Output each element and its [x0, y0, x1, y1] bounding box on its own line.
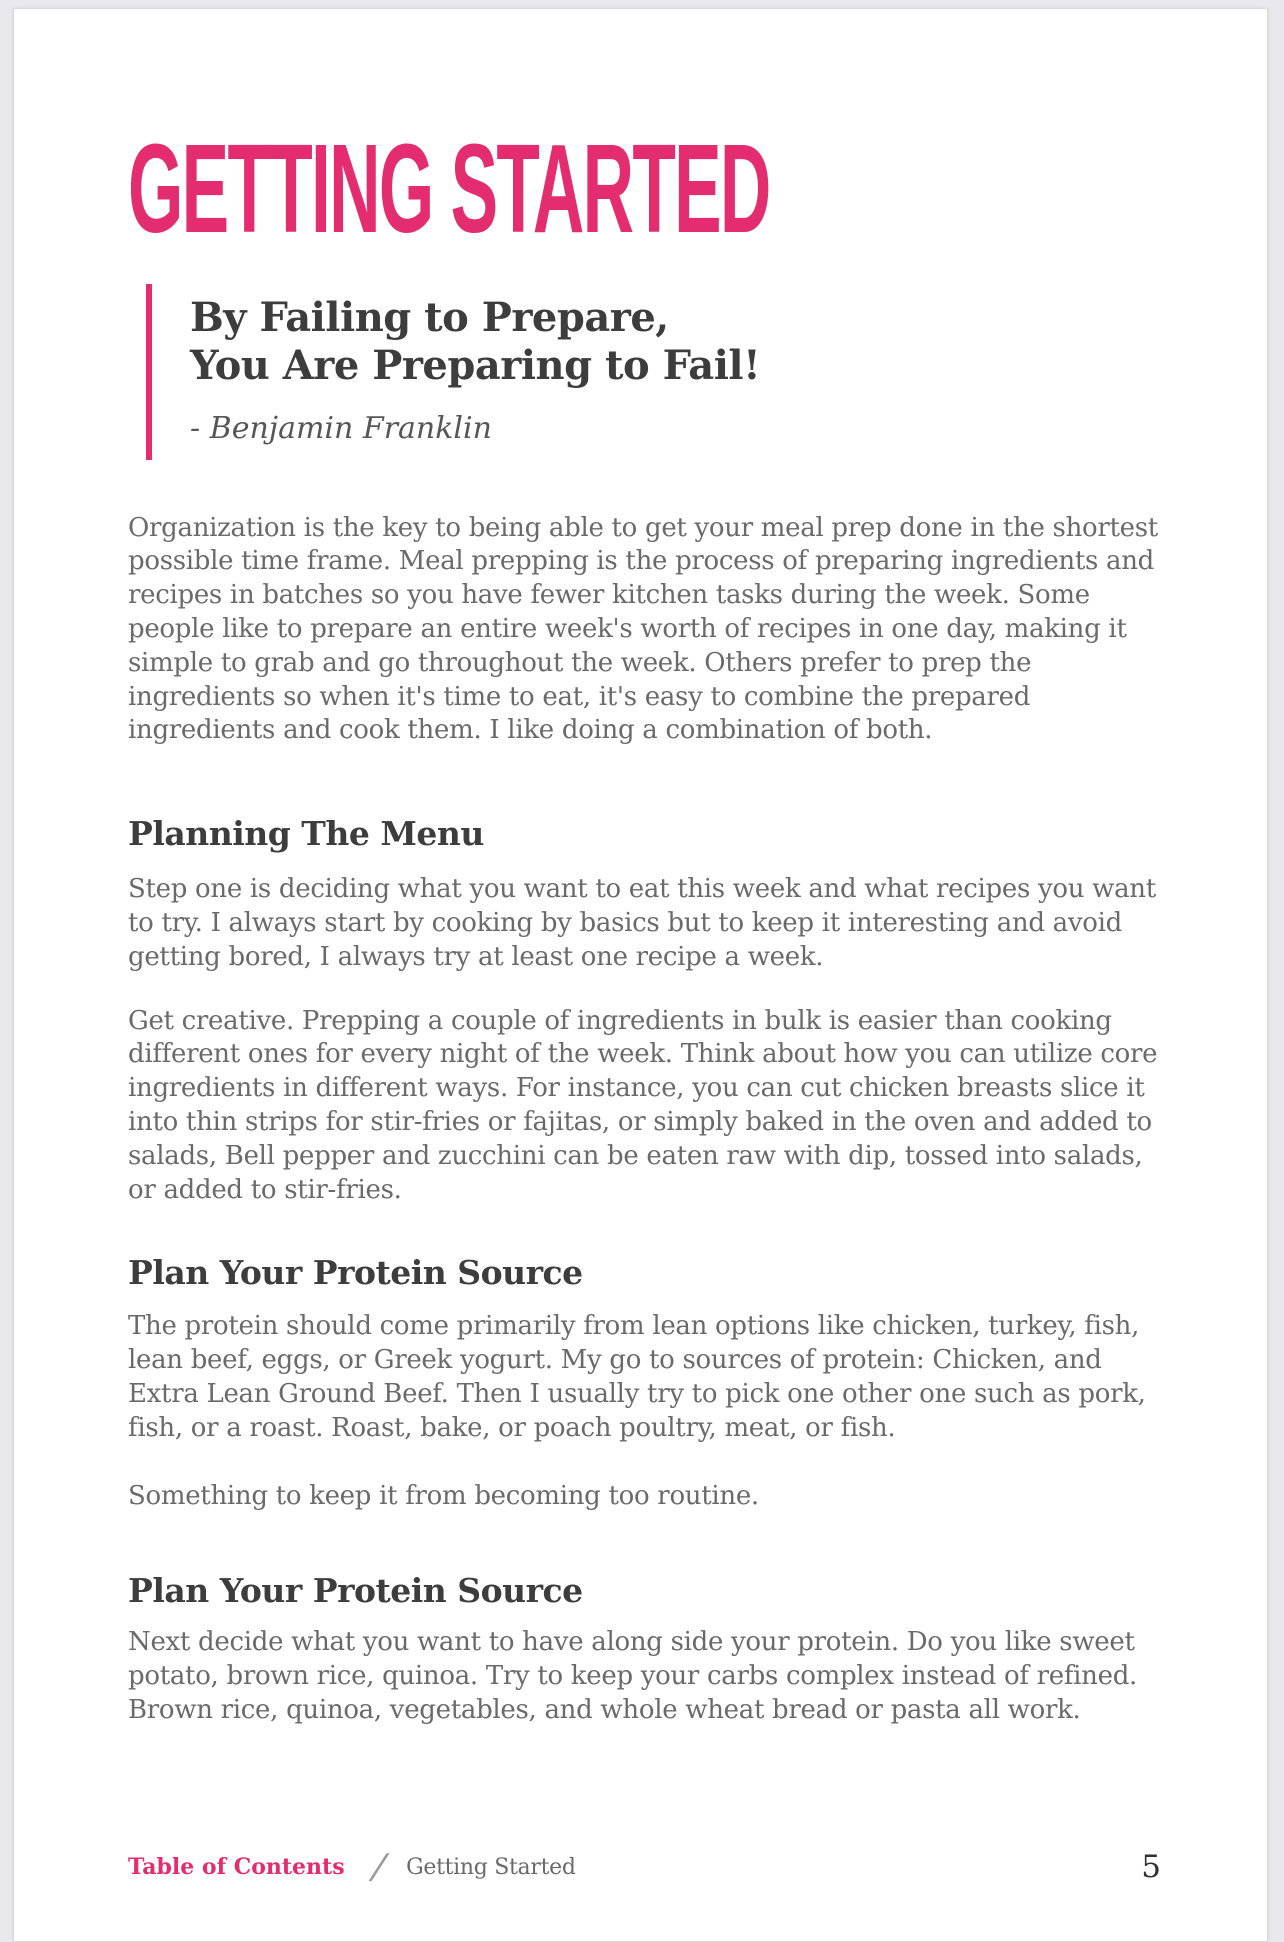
- section-heading-protein-source-2: Plan Your Protein Source: [128, 1571, 583, 1611]
- paragraph-protein-options: The protein should come primarily from lean options like chicken, turkey, fish, lean beef, eggs, or Greek yogurt. My go to sources of protein: Chicken, and Extra Lean Ground Beef. Then I usually try to pick one other one such as pork, fish, or a roast. Roast, bake, or poach poultry, meat, or fish.: [128, 1311, 1146, 1443]
- quote-line-1: By Failing to Prepare,: [190, 294, 669, 342]
- intro-paragraph: Organization is the key to being able to get your meal prep done in the shortest possible time frame. Meal prepping is the process of preparing ingredients and recipes in batches so you have fewer kitchen tasks during the week. Some people like to prepare an entire week's worth of recipes in one day, making it simple to grab and go throughout the week. Others prefer to prep the ingredients so when it's time to eat, it's easy to combine the prepared ingredients and cook them. I like doing a combination of both.: [128, 512, 1158, 746]
- section-heading-protein-source-1: Plan Your Protein Source: [128, 1253, 583, 1293]
- page-number: 5: [1141, 1849, 1161, 1885]
- page-footer: [128, 1847, 1161, 1887]
- quote-attribution: - Benjamin Franklin: [190, 410, 492, 446]
- paragraph-step-one: Step one is deciding what you want to eat this week and what recipes you want to try. I always start by cooking by basics but to keep it interesting and avoid getting bored, I always try at least one recipe a week.: [128, 874, 1156, 972]
- quote-line-2: You Are Preparing to Fail!: [190, 341, 761, 389]
- quote-text: [190, 294, 1161, 388]
- chapter-title: GETTING STARTED: [128, 118, 770, 259]
- section-heading-planning-the-menu: Planning The Menu: [128, 814, 484, 854]
- breadcrumb-separator: /: [369, 1847, 387, 1887]
- table-of-contents-link[interactable]: Table of Contents: [128, 1854, 345, 1880]
- paragraph-get-creative: Get creative. Prepping a couple of ingredients in bulk is easier than cooking different ones for every night of the week. Think about how you can utilize core ingredients in different ways. For instance, you can cut chicken breasts slice it into thin strips for stir-fries or fajitas, or simply baked in the oven and added to salads, Bell pepper and zucchini can be eaten raw with dip, tossed into salads, or added to stir-fries.: [128, 1005, 1158, 1205]
- paragraph-routine: Something to keep it from becoming too routine.: [128, 1480, 759, 1511]
- document-page: [13, 8, 1268, 1942]
- page-content: [128, 9, 1161, 1728]
- breadcrumb-chapter: Getting Started: [406, 1854, 576, 1880]
- quote-block: [146, 284, 1161, 459]
- paragraph-sides: Next decide what you want to have along side your protein. Do you like sweet potato, brown rice, quinoa. Try to keep your carbs complex instead of refined. Brown rice, quinoa, vegetables, and whole wheat bread or pasta all work.: [128, 1627, 1137, 1726]
